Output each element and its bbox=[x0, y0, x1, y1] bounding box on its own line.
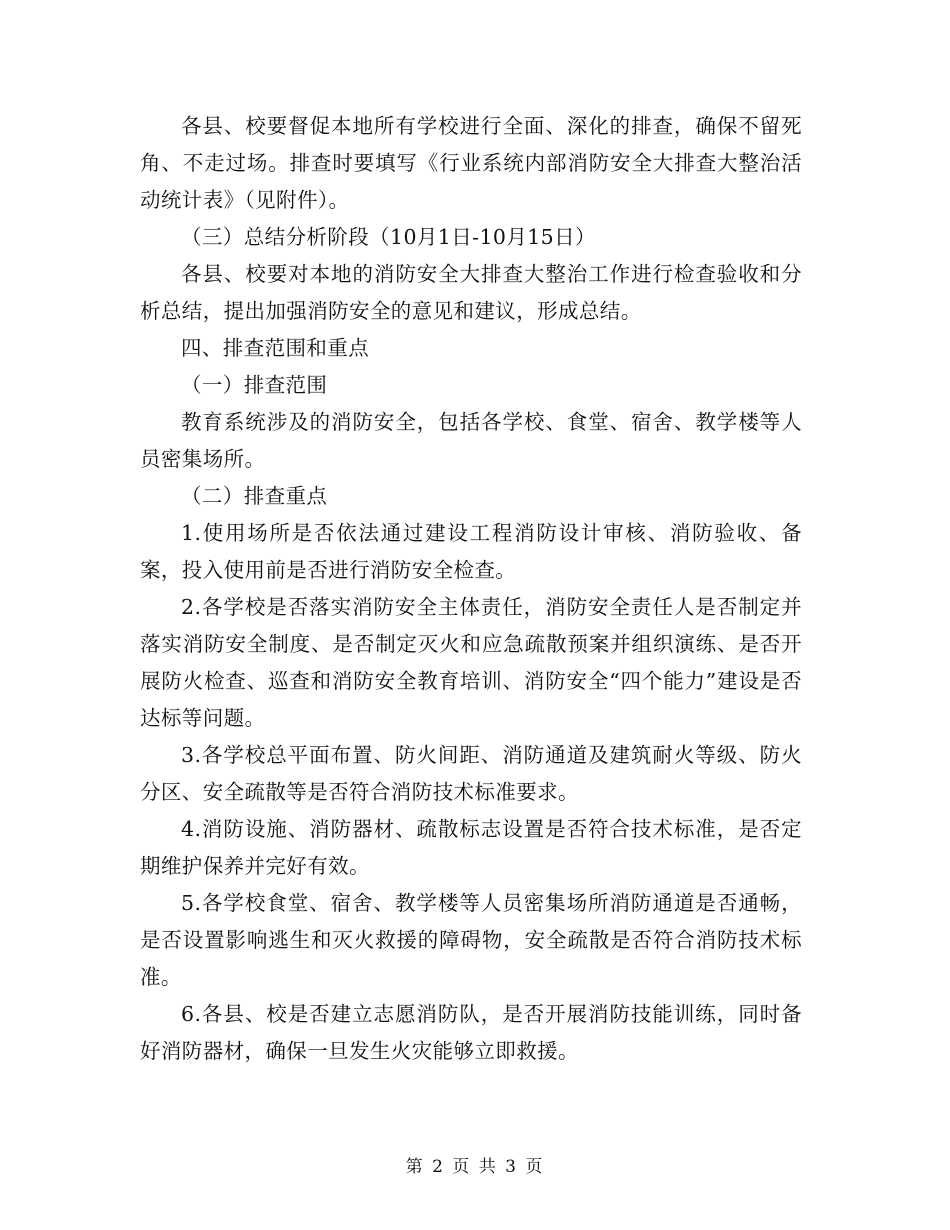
list-item-1: 1.使用场所是否依法通过建设工程消防设计审核、消防验收、备案，投入使用前是否进行消防安全检查。 bbox=[140, 521, 802, 582]
list-item-5: 5.各学校食堂、宿舍、教学楼等人员密集场所消防通道是否通畅，是否设置影响逃生和灭火救援的障碍物，安全疏散是否符合消防技术标准。 bbox=[140, 891, 802, 989]
paragraph-inspection-scope: 教育系统涉及的消防安全，包括各学校、食堂、宿舍、教学楼等人员密集场所。 bbox=[140, 410, 802, 471]
heading-summary-phase: （三）总结分析阶段（10月1日-10月15日） bbox=[181, 225, 596, 249]
paragraph-inspection-requirements: 各县、校要督促本地所有学校进行全面、深化的排查，确保不留死角、不走过场。排查时要填写《行业系统内部消防安全大排查大整治活动统计表》（见附件）。 bbox=[140, 114, 802, 212]
document-body bbox=[140, 108, 802, 1070]
heading-inspection-scope: （一）排查范围 bbox=[181, 373, 328, 397]
paragraph-summary-analysis: 各县、校要对本地的消防安全大排查大整治工作进行检查验收和分析总结，提出加强消防安全的意见和建议，形成总结。 bbox=[140, 262, 802, 323]
list-item-3: 3.各学校总平面布置、防火间距、消防通道及建筑耐火等级、防火分区、安全疏散等是否符合消防技术标准要求。 bbox=[140, 743, 802, 804]
list-item-6: 6.各县、校是否建立志愿消防队，是否开展消防技能训练，同时备好消防器材，确保一旦发生火灾能够立即救援。 bbox=[140, 1002, 802, 1063]
heading-inspection-focus: （二）排查重点 bbox=[181, 484, 328, 508]
heading-scope-and-focus: 四、排查范围和重点 bbox=[181, 336, 370, 360]
page-footer: 第 2 页 共 3 页 bbox=[405, 1157, 545, 1177]
list-item-2: 2.各学校是否落实消防安全主体责任，消防安全责任人是否制定并落实消防安全制度、是否制定灭火和应急疏散预案并组织演练、是否开展防火检查、巡查和消防安全教育培训、消防安全“四个能力”建设是否达标等问题。 bbox=[140, 595, 802, 730]
list-item-4: 4.消防设施、消防器材、疏散标志设置是否符合技术标准，是否定期维护保养并完好有效。 bbox=[140, 817, 802, 878]
